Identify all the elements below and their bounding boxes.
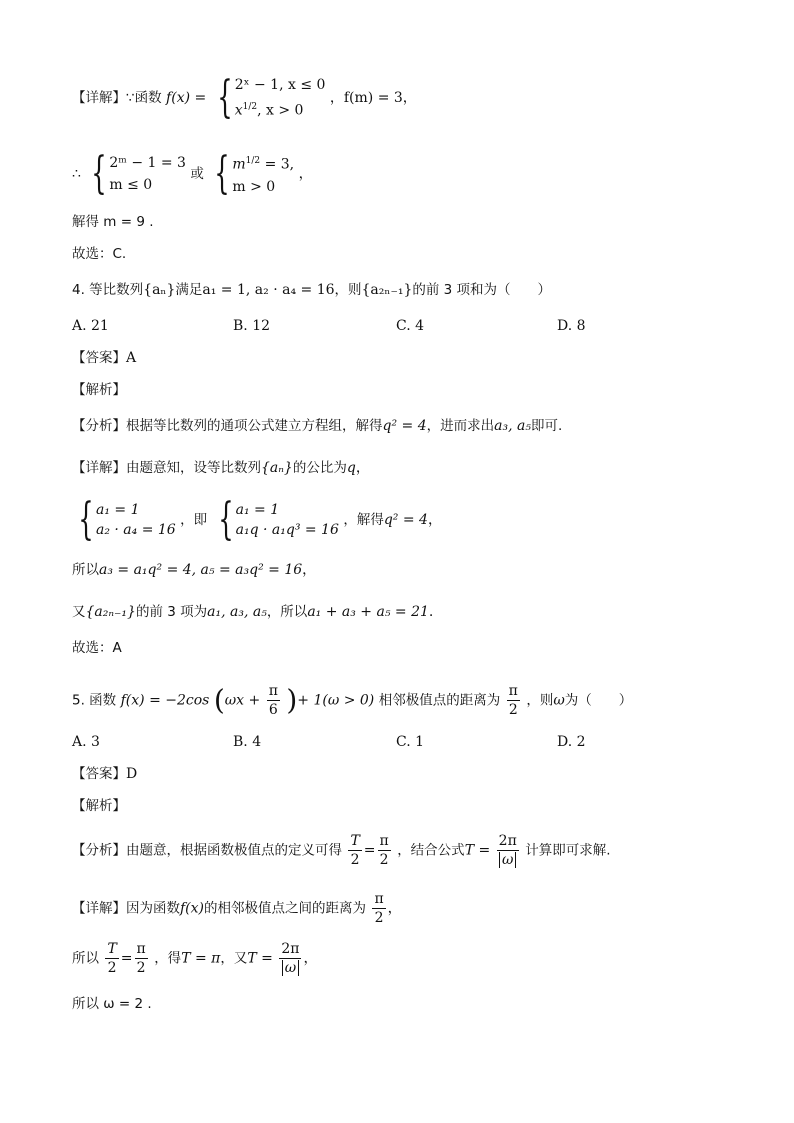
- q4-option-c: C. 4: [396, 318, 425, 334]
- detail-tag: 【详解】: [72, 89, 126, 106]
- system-1: { a₁ = 1 a₂ · a₄ = 16: [78, 494, 176, 545]
- q5-option-c: C. 1: [396, 734, 425, 750]
- q3-answer: 故选：C.: [72, 246, 127, 262]
- piecewise-system: [211, 71, 326, 123]
- q5-answer-line: 【答案】D: [72, 766, 138, 782]
- piece-2: $x^{1/2}$, x > 0: [234, 102, 304, 119]
- q5-analysis-tag: 【解析】: [72, 798, 126, 814]
- q5-option-d: D. 2: [557, 734, 586, 750]
- q4-option-d: D. 8: [557, 318, 586, 334]
- because-text: ∵函数: [126, 89, 162, 106]
- q4-you-line: 又{a₂ₙ₋₁}的前 3 项为a₁, a₃, a₅，所以a₁ + a₃ + a₅ = 21.: [72, 604, 434, 620]
- q4-fenxi-line: 【分析】根据等比数列的通项公式建立方程组，解得q² = 4，进而求出a₃, a₅即可.: [72, 418, 563, 434]
- q4-answer-line: 【答案】A: [72, 350, 137, 366]
- system-2: { a₁ = 1 a₁q · a₁q³ = 16: [217, 494, 339, 545]
- q4-detail-line: 【详解】由题意知，设等比数列{aₙ}的公比为q，: [72, 460, 370, 476]
- brace: {: [216, 71, 233, 123]
- q3-detail-line: [72, 71, 417, 123]
- q3-solve: 解得 m = 9 .: [72, 214, 154, 230]
- q5-stem: 5. 函数 f(x) = −2cos (ωx + $\frac{\pi}{6}$ )+ 1(ω > 0) 相邻极值点的距离为 $\frac{\pi}{2}$ ，则ω为（ ）: [72, 683, 633, 718]
- q5-suoyi-line: 所以 $\frac{T}{2}$ = $\frac{\pi}{2}$ ，得T = π，又T = $\frac{2\pi}{\omega}$ ，: [72, 941, 318, 976]
- q5-fenxi-line: 【分析】由题意，根据函数极值点的定义可得 $\frac{T}{2}$ = $\frac{\pi}{2}$ ，结合公式T = $\frac{2\pi}{\omega}$ 计算即可求解.: [72, 833, 611, 868]
- q4-systems-line: { a₁ = 1 a₂ · a₄ = 16 ，即 { a₁ = 1 a₁q · a₁q³ = 16 ，解得q² = 4，: [72, 500, 442, 540]
- piece-1: 2ˣ − 1, x ≤ 0: [234, 77, 326, 93]
- or-text: 或: [190, 165, 204, 182]
- q4-option-b: B. 12: [233, 318, 271, 334]
- q5-final: 所以 ω = 2 .: [72, 996, 152, 1012]
- q4-option-a: A. 21: [72, 318, 109, 334]
- given-condition: ，f(m) = 3，: [329, 89, 417, 106]
- q4-final: 故选：A: [72, 640, 122, 656]
- q4-stem: 4. 等比数列{aₙ}满足a₁ = 1, a₂ · a₄ = 16，则{a₂ₙ₋₁}的前 3 项和为（ ）: [72, 282, 552, 298]
- q5-detail-line: 【详解】因为函数f(x)的相邻极值点之间的距离为 $\frac{\pi}{2}$ ，: [72, 891, 402, 926]
- q4-suoyi-line: 所以a₃ = a₁q² = 4, a₅ = a₃q² = 16，: [72, 562, 317, 578]
- q3-therefore-line: ∴ { 2ᵐ − 1 = 3 m ≤ 0 或 { $m^{1/2} = 3$, m > 0 ，: [72, 147, 313, 199]
- system-a: { 2ᵐ − 1 = 3 m ≤ 0: [91, 147, 186, 199]
- q5-option-a: A. 3: [72, 734, 100, 750]
- therefore-symbol: ∴: [72, 165, 81, 182]
- function-label: f(x) =: [166, 89, 207, 106]
- q5-option-b: B. 4: [233, 734, 262, 750]
- system-b: { $m^{1/2} = 3$, m > 0: [214, 147, 295, 199]
- q4-analysis-tag: 【解析】: [72, 382, 126, 398]
